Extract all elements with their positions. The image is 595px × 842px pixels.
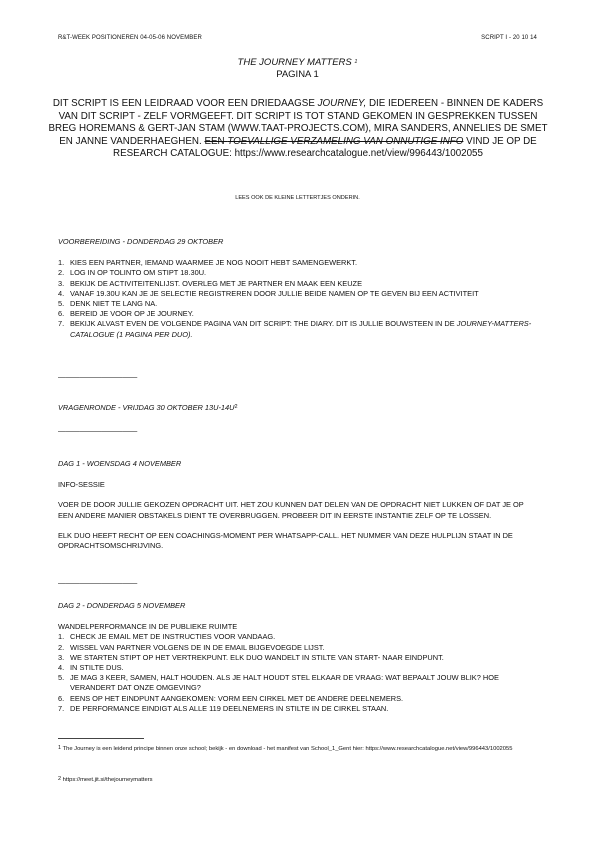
title-text: THE JOURNEY MATTERS	[237, 57, 352, 68]
footnote-ref-2[interactable]: 2	[234, 404, 238, 410]
running-header-right: SCRIPT I - 20 10 14	[481, 35, 537, 41]
section-heading: VRAGENRONDE - VRIJDAG 30 OKTOBER 13U-14U	[58, 403, 235, 412]
section-subheading: INFO-SESSIE	[58, 480, 105, 490]
list-item: 6. BEREID JE VOOR OP JE JOURNEY.	[58, 309, 194, 319]
footnote-link[interactable]: https://meet.jit.si/thejourneymatters	[61, 777, 153, 783]
footnote-1: $^1$ The Journey is een leidend principe binnen onze school; bekijk - en download - het manifest van School_1_Gent hier: https://www.researchcatalogue.net/view/996443/1002055	[58, 745, 513, 752]
section-heading: DAG 1 - WOENSDAG 4 NOVEMBER	[58, 459, 182, 468]
catalogue-link[interactable]: VIND JE OP DE RESEARCH CATALOGUE: https://www.researchcatalogue.net/view/996443/1002055	[113, 135, 537, 159]
intro-paragraph: DIT SCRIPT IS EEN LEIDRAAD VOOR EEN DRIEDAAGSE JOURNEY, DIE IEDEREEN - BINNEN DE KADERS VAN DIT SCRIPT - ZELF VORMGEEFT. DIT SCRIPT IS TOT STAND GEKOMEN IN GESPREKKEN TUSSEN BREG HOREMANS & GERT-JAN STAM (WWW.TAAT-PROJECTS.COM), MIRA SANDERS, ANNELIES DE SMET EN JANNE VANDERHAEGHEN. EEN TOEVALLIGE VERZAMELING VAN ONNUTIGE INFO VIND JE OP DE RESEARCH CATALOGUE: https://www.researchcatalogue.net/view/996443/1002055	[48, 98, 548, 159]
footnote-divider	[58, 738, 144, 739]
small-print-note: LEES OOK DE KLEINE LETTERTJES ONDERIN.	[235, 195, 360, 201]
list-item: 4. IN STILTE DUS.	[58, 663, 124, 673]
section-heading: VOORBEREIDING - DONDERDAG 29 OKTOBER	[58, 237, 224, 246]
dag2-list	[58, 632, 538, 714]
list-item: 5. JE MAG 3 KEER, SAMEN, HALT HOUDEN. ALS JE HALT HOUDT STEL ELKAAR DE VRAAG: WAT BEPAALT JOUW BLIK? HOE VERANDERT DAT ONZE OMGEVING?	[58, 673, 499, 693]
list-item: 6. EENS OP HET EINDPUNT AANGEKOMEN: VORM EEN CIRKEL MET DE ANDERE DEELNEMERS.	[58, 693, 404, 703]
section-vragenronde	[58, 403, 538, 413]
document-title	[0, 57, 595, 69]
separator-line: ———————————	[58, 372, 138, 381]
list-item: 3. BEKIJK DE ACTIVITEITENLIJST. OVERLEG MET JE PARTNER EN MAAK EEN KEUZE	[58, 278, 362, 288]
section-dag-1	[58, 459, 538, 551]
section-heading: DAG 2 - DONDERDAG 5 NOVEMBER	[58, 601, 186, 610]
running-header-left: R&T-WEEK POSITIONEREN 04-05-06 NOVEMBER	[58, 35, 202, 41]
list-item: 1. CHECK JE EMAIL MET DE INSTRUCTIES VOOR VANDAAG.	[58, 632, 276, 642]
separator-line: ———————————	[58, 578, 138, 587]
list-item: 3. WE STARTEN STIPT OP HET VERTREKPUNT. ELK DUO WANDELT IN STILTE VAN START- NAAR EINDPUNT.	[58, 652, 444, 662]
section-subheading: WANDELPERFORMANCE IN DE PUBLIEKE RUIMTE	[58, 622, 238, 632]
list-item: 4. VANAF 19.30U KAN JE JE SELECTIE REGISTREREN DOOR JULLIE BEIDE NAMEN OP TE GEVEN BIJ EEN ACTIVITEIT	[58, 288, 479, 298]
list-item: 7. DE PERFORMANCE EINDIGT ALS ALLE 119 DEELNEMERS IN STILTE IN DE CIRKEL STAAN.	[58, 703, 389, 713]
list-item: 1. KIES EEN PARTNER, IEMAND WAARMEE JE NOG NOOIT HEBT SAMENGEWERKT.	[58, 258, 358, 268]
paragraph: VOER DE DOOR JULLIE GEKOZEN OPDRACHT UIT. HET ZOU KUNNEN DAT DELEN VAN DE OPDRACHT NIET LUKKEN OF DAT JE OP EEN ANDERE MANIER OBSTAKELS DIENT TE OVERBRUGGEN. PROBEER DIT IN EERSTE INSTANTIE ZELF OP TE LOSSEN.	[58, 500, 524, 520]
footnote-ref-1[interactable]: 1	[354, 59, 358, 65]
list-item: 7. BEKIJK ALVAST EVEN DE VOLGENDE PAGINA VAN DIT SCRIPT: THE DIARY. DIT IS JULLIE BOUWSTEEN IN DE JOURNEY-MATTERS-CATALOGUE (1 PAGINA PER DUO).	[58, 319, 532, 339]
footnote-text[interactable]: The Journey is een leidend principe binnen onze school; bekijk - en download - het manifest van School_1_Gent hier: https://www.researchcatalogue.net/view/996443/1002055	[61, 746, 513, 752]
voorbereiding-list	[58, 258, 538, 340]
list-item: 2. WISSEL VAN PARTNER VOLGENS DE IN DE EMAIL BIJGEVOEGDE LIJST.	[58, 642, 325, 652]
section-dag-2	[58, 601, 538, 714]
struck-text: EEN TOEVALLIGE VERZAMELING VAN ONNUTIGE INFO	[204, 135, 464, 147]
list-item: 2. LOG IN OP TOLINTO OM STIPT 18.30U.	[58, 268, 207, 278]
page-label: PAGINA 1	[276, 69, 319, 80]
section-voorbereiding	[58, 237, 538, 340]
list-item: 5. DENK NIET TE LANG NA.	[58, 299, 158, 309]
separator-line: ———————————	[58, 426, 138, 435]
footnote-2: $^2$ https://meet.jit.si/thejourneymatters	[58, 776, 153, 783]
paragraph: ELK DUO HEEFT RECHT OP EEN COACHINGS-MOMENT PER WHATSAPP-CALL. HET NUMMER VAN DEZE HULPLIJN STAAT IN DE OPDRACHTSOMSCHRIJVING.	[58, 530, 513, 551]
